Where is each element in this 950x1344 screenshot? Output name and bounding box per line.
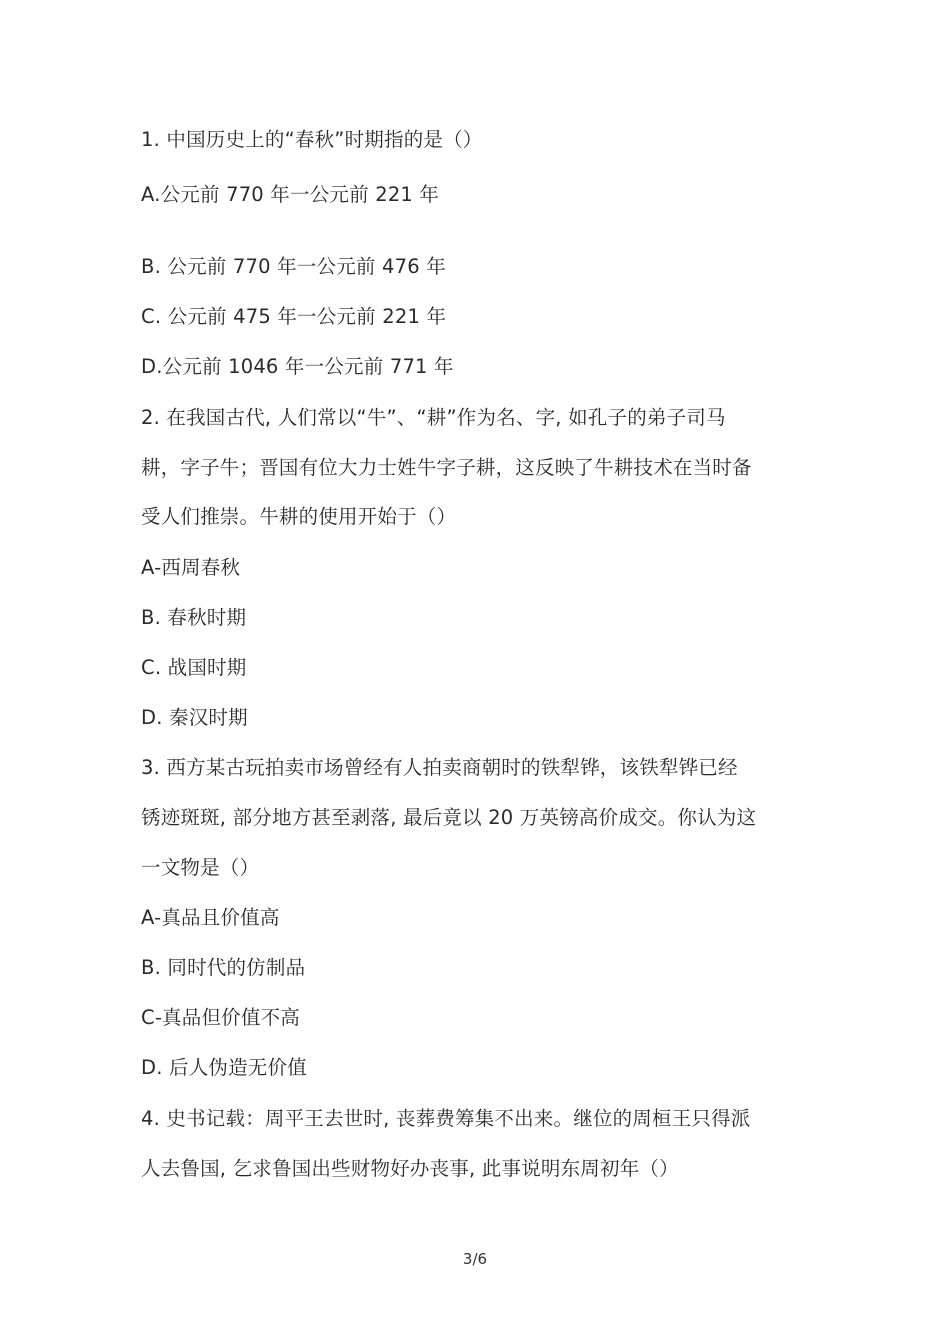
question-2-option-b: B. 春秋时期 [141, 606, 247, 629]
question-2-stem-line-1: 2. 在我国古代, 人们常以“牛”、“耕”作为名、字, 如孔子的弟子司马 [141, 406, 726, 429]
question-1-option-b: B. 公元前 770 年一公元前 476 年 [141, 255, 446, 278]
question-3-stem-line-1: 3. 西方某古玩拍卖市场曾经有人拍卖商朝时的铁犁铧，该铁犁铧已经 [141, 756, 738, 779]
question-4-stem-line-1: 4. 史书记载：周平王去世时, 丧葬费筹集不出来。继位的周桓王只得派 [141, 1107, 751, 1130]
question-1-option-a: A.公元前 770 年一公元前 221 年 [141, 183, 440, 206]
question-2-option-d: D. 秦汉时期 [141, 706, 248, 729]
question-1-option-c: C. 公元前 475 年一公元前 221 年 [141, 305, 447, 328]
page-number: 3/6 [462, 1250, 488, 1268]
question-3-option-a: A-真品且价值高 [141, 906, 280, 929]
question-3-option-c: C-真品但价值不高 [141, 1006, 300, 1029]
question-3-option-d: D. 后人伪造无价值 [141, 1056, 307, 1079]
question-2-stem-line-3: 受人们推崇。牛耕的使用开始于（） [141, 505, 457, 528]
question-2-option-c: C. 战国时期 [141, 656, 247, 679]
question-1-stem: 1. 中国历史上的“春秋”时期指的是（） [141, 128, 483, 151]
question-3-option-b: B. 同时代的仿制品 [141, 956, 306, 979]
question-3-stem-line-2: 锈迹斑斑, 部分地方甚至剥落, 最后竟以 20 万英镑高价成交。你认为这 [141, 806, 757, 829]
question-2-stem-line-2: 耕，字子牛；晋国有位大力士姓牛字子耕，这反映了牛耕技术在当时备 [141, 456, 752, 479]
question-1-option-d: D.公元前 1046 年一公元前 771 年 [141, 355, 454, 378]
question-3-stem-line-3: 一文物是（） [141, 856, 260, 879]
question-4-stem-line-2: 人去鲁国, 乞求鲁国出些财物好办丧事, 此事说明东周初年（） [141, 1157, 679, 1180]
question-2-option-a: A-西周春秋 [141, 556, 241, 579]
